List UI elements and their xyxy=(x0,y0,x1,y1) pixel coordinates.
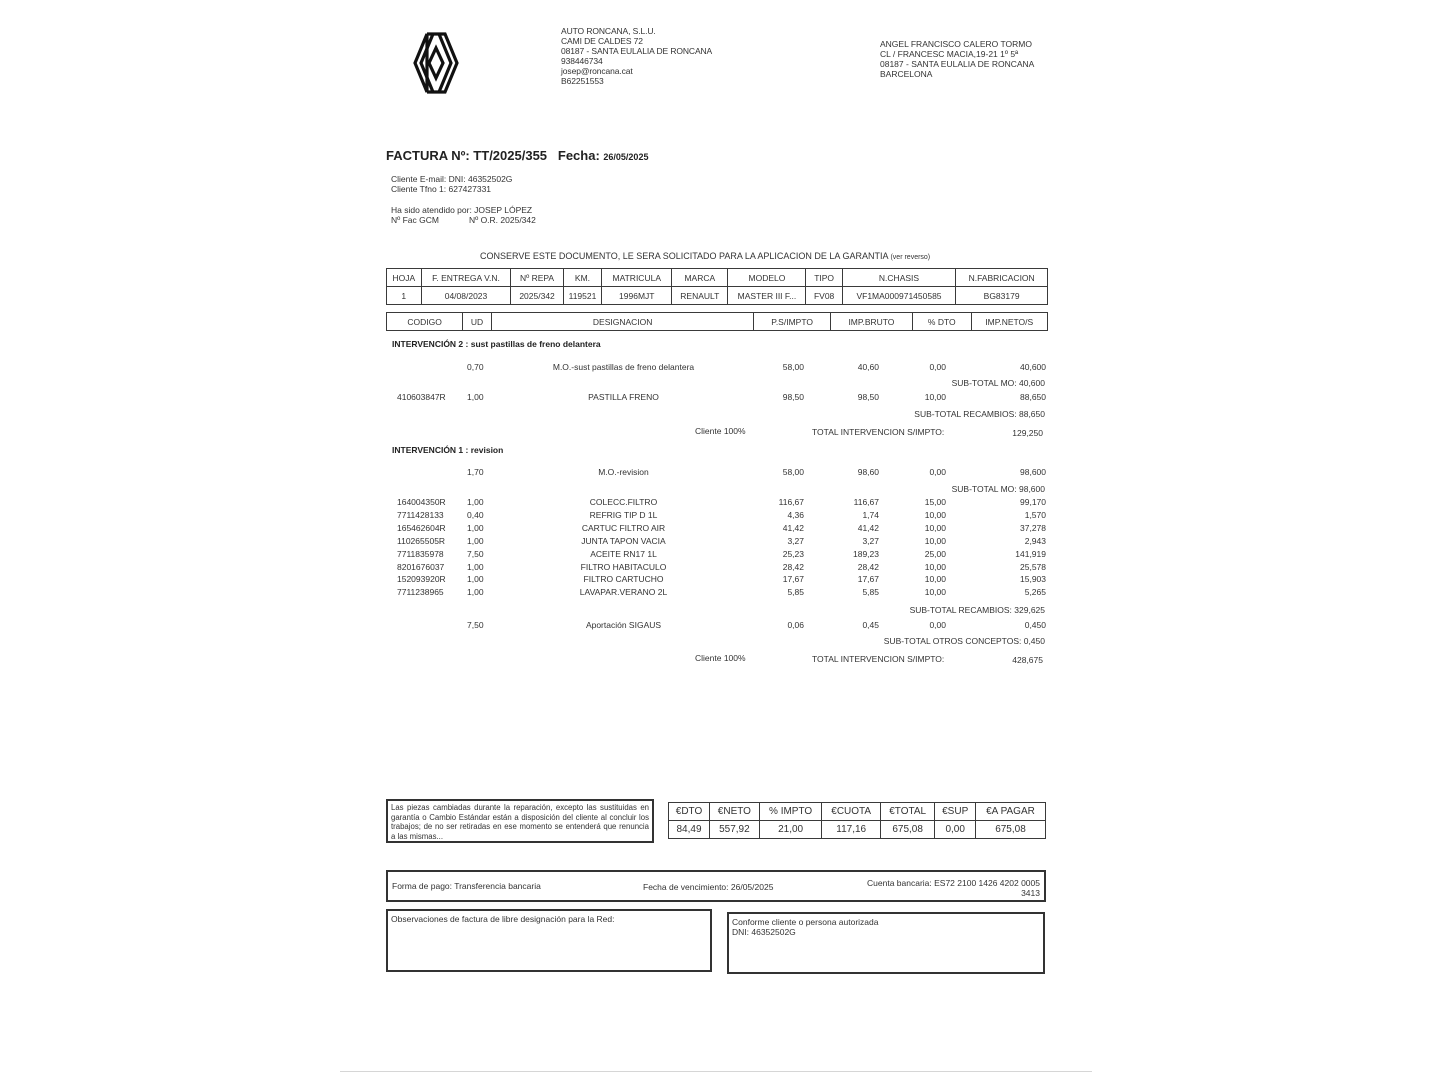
vehicle-header-cell: Nº REPA xyxy=(511,269,563,287)
fac-gcm: Nº Fac GCM xyxy=(391,215,439,225)
part-line xyxy=(386,496,1048,508)
item-unit-price: 25,23 xyxy=(782,548,804,559)
item-net: 2,943 xyxy=(1024,535,1046,546)
item-net: 0,450 xyxy=(1024,620,1046,630)
vehicle-header-cell: MARCA xyxy=(672,269,728,287)
totals-value-cell: 675,08 xyxy=(880,821,935,839)
item-net: 25,578 xyxy=(1020,561,1046,572)
vehicle-value-cell: MASTER III F... xyxy=(728,287,806,305)
invoice-number: FACTURA Nº: TT/2025/355 xyxy=(386,148,548,163)
item-code: 164004350R xyxy=(397,497,446,507)
item-gross: 41,42 xyxy=(857,522,879,533)
vehicle-header-cell: HOJA xyxy=(387,269,422,287)
item-qty: 7,50 xyxy=(467,548,484,559)
item-net: 141,919 xyxy=(1015,548,1046,559)
vehicle-header-cell: MATRICULA xyxy=(602,269,672,287)
item-qty: 1,70 xyxy=(467,467,484,477)
item-gross: 40,60 xyxy=(857,362,879,372)
item-discount: 10,00 xyxy=(924,522,946,533)
part-line xyxy=(386,548,1048,560)
item-qty: 0,70 xyxy=(467,362,484,372)
payment-due-date: Fecha de vencimiento: 26/05/2025 xyxy=(643,882,774,892)
totals-table xyxy=(668,802,1046,839)
item-discount: 25,00 xyxy=(924,548,946,559)
item-gross: 28,42 xyxy=(857,561,879,572)
item-description: LAVAPAR.VERANO 2L xyxy=(579,587,668,598)
item-unit-price: 3,27 xyxy=(787,535,804,546)
item-qty: 7,50 xyxy=(467,620,484,630)
payment-method: Forma de pago: Transferencia bancaria xyxy=(392,881,541,891)
dealer-address: CAMI DE CALDES 72 xyxy=(561,36,643,46)
vehicle-values-row xyxy=(387,287,1048,305)
dealer-name: AUTO RONCANA, S.L.U. xyxy=(561,26,656,36)
part-line xyxy=(386,573,1048,585)
totals-values-row xyxy=(669,821,1046,839)
legal-note: Las piezas cambiadas durante la reparación, excepto las sustituidas en garantía o Cambio Estándar están a disposición del cliente al concluir los trabajos; de no ser retiradas en ese momento se entenderá que renuncia a las mismas... xyxy=(386,799,654,843)
totals-header-cell: €TOTAL xyxy=(880,803,935,821)
totals-header-cell: €CUOTA xyxy=(822,803,880,821)
subtotal-labor: SUB-TOTAL MO: 40,600 xyxy=(951,378,1045,388)
part-line xyxy=(386,561,1048,573)
item-discount: 0,00 xyxy=(929,467,946,477)
item-qty: 1,00 xyxy=(467,522,484,533)
customer-name: ANGEL FRANCISCO CALERO TORMO xyxy=(880,39,1032,49)
warranty-notice-text: CONSERVE ESTE DOCUMENTO, LE SERA SOLICITADO PARA LA APLICACION DE LA GARANTIA xyxy=(480,251,888,261)
total-intervention: 428,675 xyxy=(1012,655,1043,665)
column-header-cell: DESIGNACION xyxy=(491,313,754,331)
item-qty: 1,00 xyxy=(467,561,484,572)
item-code: 110265505R xyxy=(397,535,446,546)
conformity-label: Conforme cliente o persona autorizada xyxy=(732,917,879,927)
item-discount: 10,00 xyxy=(924,561,946,572)
labor-line xyxy=(386,361,1048,373)
item-unit-price: 4,36 xyxy=(787,509,804,520)
item-unit-price: 17,67 xyxy=(782,574,804,585)
labor-line xyxy=(386,466,1048,478)
subtotal-parts: SUB-TOTAL RECAMBIOS: 329,625 xyxy=(909,605,1045,615)
total-intervention-label: TOTAL INTERVENCION S/IMPTO: xyxy=(812,654,945,664)
client-percentage: Cliente 100% xyxy=(695,426,746,436)
vehicle-header-cell: MODELO xyxy=(728,269,806,287)
invoice-date: 26/05/2025 xyxy=(603,152,649,162)
totals-value-cell: 117,16 xyxy=(822,821,880,839)
item-description: ACEITE RN17 1L xyxy=(590,548,657,559)
column-header-cell: % DTO xyxy=(913,313,971,331)
customer-city: 08187 - SANTA EULALIA DE RONCANA xyxy=(880,59,1035,69)
item-description: CARTUC FILTRO AIR xyxy=(581,522,666,533)
item-qty: 1,00 xyxy=(467,392,484,402)
vehicle-header-row xyxy=(387,269,1048,287)
totals-header-cell: €DTO xyxy=(669,803,710,821)
vehicle-header-cell: TIPO xyxy=(806,269,842,287)
part-line xyxy=(386,535,1048,547)
dealer-email: josep@roncana.cat xyxy=(561,66,633,76)
item-code: 7711428133 xyxy=(397,509,444,520)
item-discount: 10,00 xyxy=(924,587,946,598)
vehicle-value-cell: 2025/342 xyxy=(511,287,563,305)
totals-value-cell: 675,08 xyxy=(975,821,1045,839)
intervention-title: INTERVENCIÓN 1 : revision xyxy=(392,445,504,455)
totals-value-cell: 0,00 xyxy=(935,821,976,839)
item-gross: 5,85 xyxy=(862,587,879,598)
client-email: Cliente E-mail: DNI: 46352502G xyxy=(391,174,513,184)
item-gross: 0,45 xyxy=(862,620,879,630)
lines-header-table xyxy=(386,312,1048,331)
part-line xyxy=(386,586,1048,598)
item-code: 8201676037 xyxy=(397,561,445,572)
dealer-tax-id: B62251553 xyxy=(561,76,604,86)
subtotal-parts: SUB-TOTAL RECAMBIOS: 88,650 xyxy=(914,409,1045,419)
item-description: REFRIG TIP D 1L xyxy=(589,509,658,520)
totals-header-cell: €NETO xyxy=(710,803,760,821)
item-unit-price: 28,42 xyxy=(782,561,804,572)
vehicle-header-cell: N.FABRICACION xyxy=(956,269,1048,287)
attendant-info xyxy=(391,205,536,225)
customer-block xyxy=(880,39,1070,79)
item-description: Aportación SIGAUS xyxy=(585,620,662,630)
observations-label: Observaciones de factura de libre designación para la Red: xyxy=(391,914,615,924)
invoice-title xyxy=(386,148,648,163)
item-qty: 1,00 xyxy=(467,574,484,585)
page-edge-divider xyxy=(340,1071,1092,1072)
item-gross: 98,60 xyxy=(857,467,879,477)
part-line xyxy=(386,522,1048,534)
totals-value-cell: 21,00 xyxy=(759,821,822,839)
item-unit-price: 58,00 xyxy=(782,467,804,477)
vehicle-value-cell: FV08 xyxy=(806,287,842,305)
item-net: 40,600 xyxy=(1020,362,1046,372)
lines-header-row xyxy=(387,313,1048,331)
item-discount: 10,00 xyxy=(924,392,946,402)
renault-logo-icon xyxy=(413,32,459,94)
item-unit-price: 41,42 xyxy=(782,522,804,533)
totals-value-cell: 84,49 xyxy=(669,821,710,839)
item-discount: 10,00 xyxy=(924,535,946,546)
totals-header-cell: €SUP xyxy=(935,803,976,821)
item-description: FILTRO CARTUCHO xyxy=(583,574,664,585)
warranty-notice xyxy=(480,251,930,261)
item-net: 88,650 xyxy=(1020,392,1046,402)
total-intervention-label: TOTAL INTERVENCION S/IMPTO: xyxy=(812,427,945,437)
item-description: COLECC.FILTRO xyxy=(589,497,658,507)
warranty-notice-note: (ver reverso) xyxy=(890,254,931,261)
customer-province: BARCELONA xyxy=(880,69,933,79)
item-net: 1,570 xyxy=(1024,509,1046,520)
totals-header-row xyxy=(669,803,1046,821)
item-net: 98,600 xyxy=(1020,467,1046,477)
dealer-phone: 938446734 xyxy=(561,56,603,66)
item-description: FILTRO HABITACULO xyxy=(580,561,667,572)
total-intervention: 129,250 xyxy=(1012,428,1043,438)
item-discount: 0,00 xyxy=(929,620,946,630)
item-description: M.O.-sust pastillas de freno delantera xyxy=(552,362,695,372)
subtotal-other: SUB-TOTAL OTROS CONCEPTOS: 0,450 xyxy=(883,636,1045,646)
item-description: M.O.-revision xyxy=(598,467,649,477)
item-net: 99,170 xyxy=(1020,497,1046,507)
item-gross: 3,27 xyxy=(862,535,879,546)
client-phone: Cliente Tfno 1: 627427331 xyxy=(391,184,492,194)
vehicle-table xyxy=(386,268,1048,305)
totals-header-cell: % IMPTO xyxy=(759,803,822,821)
item-unit-price: 0,06 xyxy=(787,620,804,630)
vehicle-value-cell: 1 xyxy=(387,287,422,305)
column-header-cell: IMP.BRUTO xyxy=(830,313,912,331)
conformity-box xyxy=(727,912,1045,974)
part-line xyxy=(386,391,1048,403)
subtotal-labor: SUB-TOTAL MO: 98,600 xyxy=(951,484,1045,494)
payment-box xyxy=(386,870,1046,902)
item-gross: 98,50 xyxy=(857,392,879,402)
item-unit-price: 5,85 xyxy=(787,587,804,598)
item-discount: 15,00 xyxy=(924,497,946,507)
item-description: PASTILLA FRENO xyxy=(588,392,659,402)
dealer-block xyxy=(561,26,781,86)
column-header-cell: CODIGO xyxy=(387,313,463,331)
item-qty: 1,00 xyxy=(467,535,484,546)
vehicle-value-cell: VF1MA000971450585 xyxy=(842,287,955,305)
item-description: JUNTA TAPON VACIA xyxy=(581,535,666,546)
customer-address: CL / FRANCESC MACIA,19-21 1º 5ª xyxy=(880,49,1019,59)
conformity-dni: DNI: 46352502G xyxy=(732,927,796,937)
part-line xyxy=(386,509,1048,521)
item-unit-price: 58,00 xyxy=(782,362,804,372)
item-code: 152093920R xyxy=(397,574,446,585)
client-percentage: Cliente 100% xyxy=(695,653,746,663)
totals-header-cell: €A PAGAR xyxy=(975,803,1045,821)
vehicle-value-cell: 04/08/2023 xyxy=(421,287,511,305)
item-gross: 1,74 xyxy=(862,509,879,520)
item-discount: 0,00 xyxy=(929,362,946,372)
item-code: 410603847R xyxy=(397,392,446,402)
bank-account-cont: 3413 xyxy=(1021,888,1040,898)
item-qty: 1,00 xyxy=(467,587,484,598)
vehicle-value-cell: 119521 xyxy=(563,287,602,305)
vehicle-value-cell: 1996MJT xyxy=(602,287,672,305)
item-net: 37,278 xyxy=(1020,522,1046,533)
vehicle-value-cell: BG83179 xyxy=(956,287,1048,305)
intervention-title: INTERVENCIÓN 2 : sust pastillas de freno delantera xyxy=(392,339,601,349)
item-gross: 189,23 xyxy=(853,548,879,559)
column-header-cell: UD xyxy=(463,313,492,331)
or-number: Nº O.R. 2025/342 xyxy=(468,215,536,225)
totals-value-cell: 557,92 xyxy=(710,821,760,839)
column-header-cell: P.S/IMPTO xyxy=(754,313,830,331)
item-code: 7711238965 xyxy=(397,587,444,598)
item-discount: 10,00 xyxy=(924,509,946,520)
vehicle-value-cell: RENAULT xyxy=(672,287,728,305)
vehicle-header-cell: KM. xyxy=(563,269,602,287)
item-net: 5,265 xyxy=(1024,587,1046,598)
column-header-cell: IMP.NETO/S xyxy=(971,313,1048,331)
item-gross: 17,67 xyxy=(857,574,879,585)
item-discount: 10,00 xyxy=(924,574,946,585)
item-code: 7711835978 xyxy=(397,548,444,559)
item-gross: 116,67 xyxy=(853,497,879,507)
bank-account: Cuenta bancaria: ES72 2100 1426 4202 0005 xyxy=(867,878,1040,888)
attended-by: Ha sido atendido por: JOSEP LÓPEZ xyxy=(391,205,533,215)
item-qty: 0,40 xyxy=(467,509,484,520)
other-concept-line xyxy=(386,619,1048,631)
invoice-date-label: Fecha: xyxy=(557,148,600,163)
vehicle-header-cell: N.CHASIS xyxy=(842,269,955,287)
observations-box xyxy=(386,909,712,972)
vehicle-header-cell: F. ENTREGA V.N. xyxy=(421,269,511,287)
dealer-city: 08187 - SANTA EULALIA DE RONCANA xyxy=(561,46,713,56)
item-code: 165462604R xyxy=(397,522,446,533)
item-qty: 1,00 xyxy=(467,497,484,507)
item-net: 15,903 xyxy=(1020,574,1046,585)
item-unit-price: 98,50 xyxy=(782,392,804,402)
client-info xyxy=(391,174,512,194)
item-unit-price: 116,67 xyxy=(778,497,804,507)
